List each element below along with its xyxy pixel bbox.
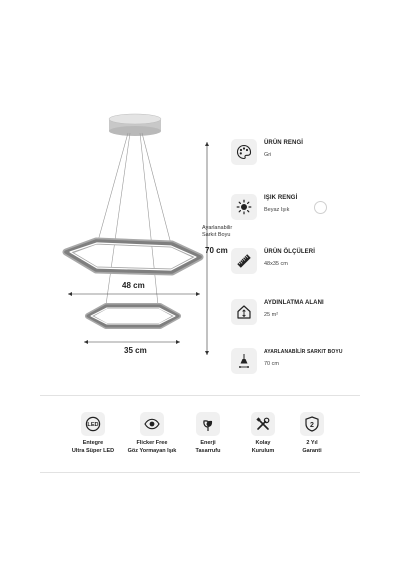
energy-plug-icon bbox=[196, 412, 220, 436]
ceiling-canopy bbox=[109, 114, 161, 136]
height-70-label: 70 cm bbox=[205, 246, 228, 255]
led-badge-text: LED bbox=[87, 422, 99, 429]
divider-top bbox=[40, 395, 360, 396]
spec-product-color bbox=[231, 136, 336, 176]
led-icon bbox=[81, 412, 105, 436]
spec-title: ÜRÜN RENGİ bbox=[264, 140, 304, 146]
spec-lighting-area bbox=[231, 296, 336, 336]
suspension-wires bbox=[98, 133, 171, 305]
width-48-label: 48 cm bbox=[122, 281, 145, 290]
spec-light-color bbox=[231, 191, 336, 231]
spec-value: 70 cm bbox=[264, 361, 279, 367]
warranty-badge-text: 2 bbox=[310, 421, 314, 429]
feature-flicker-free bbox=[120, 412, 184, 455]
feature-line1: Flicker Free bbox=[136, 440, 168, 446]
pendant-lamp-icon bbox=[231, 348, 257, 374]
spec-value: 48x35 cm bbox=[264, 261, 288, 267]
spec-product-dimensions bbox=[231, 245, 336, 285]
spec-title: AYARLANABİLİR SARKIT BOYU bbox=[264, 349, 343, 355]
feature-line2: Göz Yormayan Işık bbox=[127, 447, 177, 454]
feature-line1: Kolay bbox=[255, 440, 271, 446]
spec-adjustable-length bbox=[231, 345, 343, 385]
spec-value: 25 m² bbox=[264, 312, 279, 318]
width-35-dimension-line bbox=[84, 340, 180, 344]
feature-line2: Garanti bbox=[302, 447, 322, 454]
spec-title: AYDINLATMA ALANI bbox=[264, 300, 324, 306]
palette-icon bbox=[231, 139, 257, 165]
feature-line1: Entegre bbox=[82, 440, 104, 446]
small-hexagon-ring bbox=[88, 306, 178, 326]
feature-line2: Kurulum bbox=[251, 447, 275, 454]
house-area-icon bbox=[231, 299, 257, 325]
adjustable-height-caption: Ayarlanabilir Sarkıt Boyu bbox=[202, 225, 233, 238]
pendant-lamp-illustration bbox=[0, 0, 230, 370]
spec-title: IŞIK RENGİ bbox=[264, 195, 298, 201]
feature-line1: Enerji bbox=[200, 440, 216, 446]
feature-line2: Ultra Süper LED bbox=[71, 447, 115, 454]
spec-value: Gri bbox=[264, 152, 272, 158]
warranty-shield-icon bbox=[300, 412, 324, 436]
sun-icon bbox=[231, 194, 257, 220]
eye-icon bbox=[140, 412, 164, 436]
ruler-icon bbox=[231, 248, 257, 274]
spec-value: Beyaz Işık bbox=[264, 207, 290, 213]
spec-title: ÜRÜN ÖLÇÜLERİ bbox=[264, 249, 315, 255]
feature-led bbox=[61, 412, 125, 455]
divider-bottom bbox=[40, 472, 360, 473]
feature-line2: Tasarrufu bbox=[195, 447, 221, 454]
light-color-swatch bbox=[314, 201, 327, 214]
feature-line1: 2 Yıl bbox=[306, 440, 318, 446]
width-35-label: 35 cm bbox=[124, 346, 147, 355]
tools-icon bbox=[251, 412, 275, 436]
width-48-dimension-line bbox=[68, 292, 200, 296]
large-hexagon-ring bbox=[66, 241, 200, 272]
feature-warranty bbox=[280, 412, 344, 455]
